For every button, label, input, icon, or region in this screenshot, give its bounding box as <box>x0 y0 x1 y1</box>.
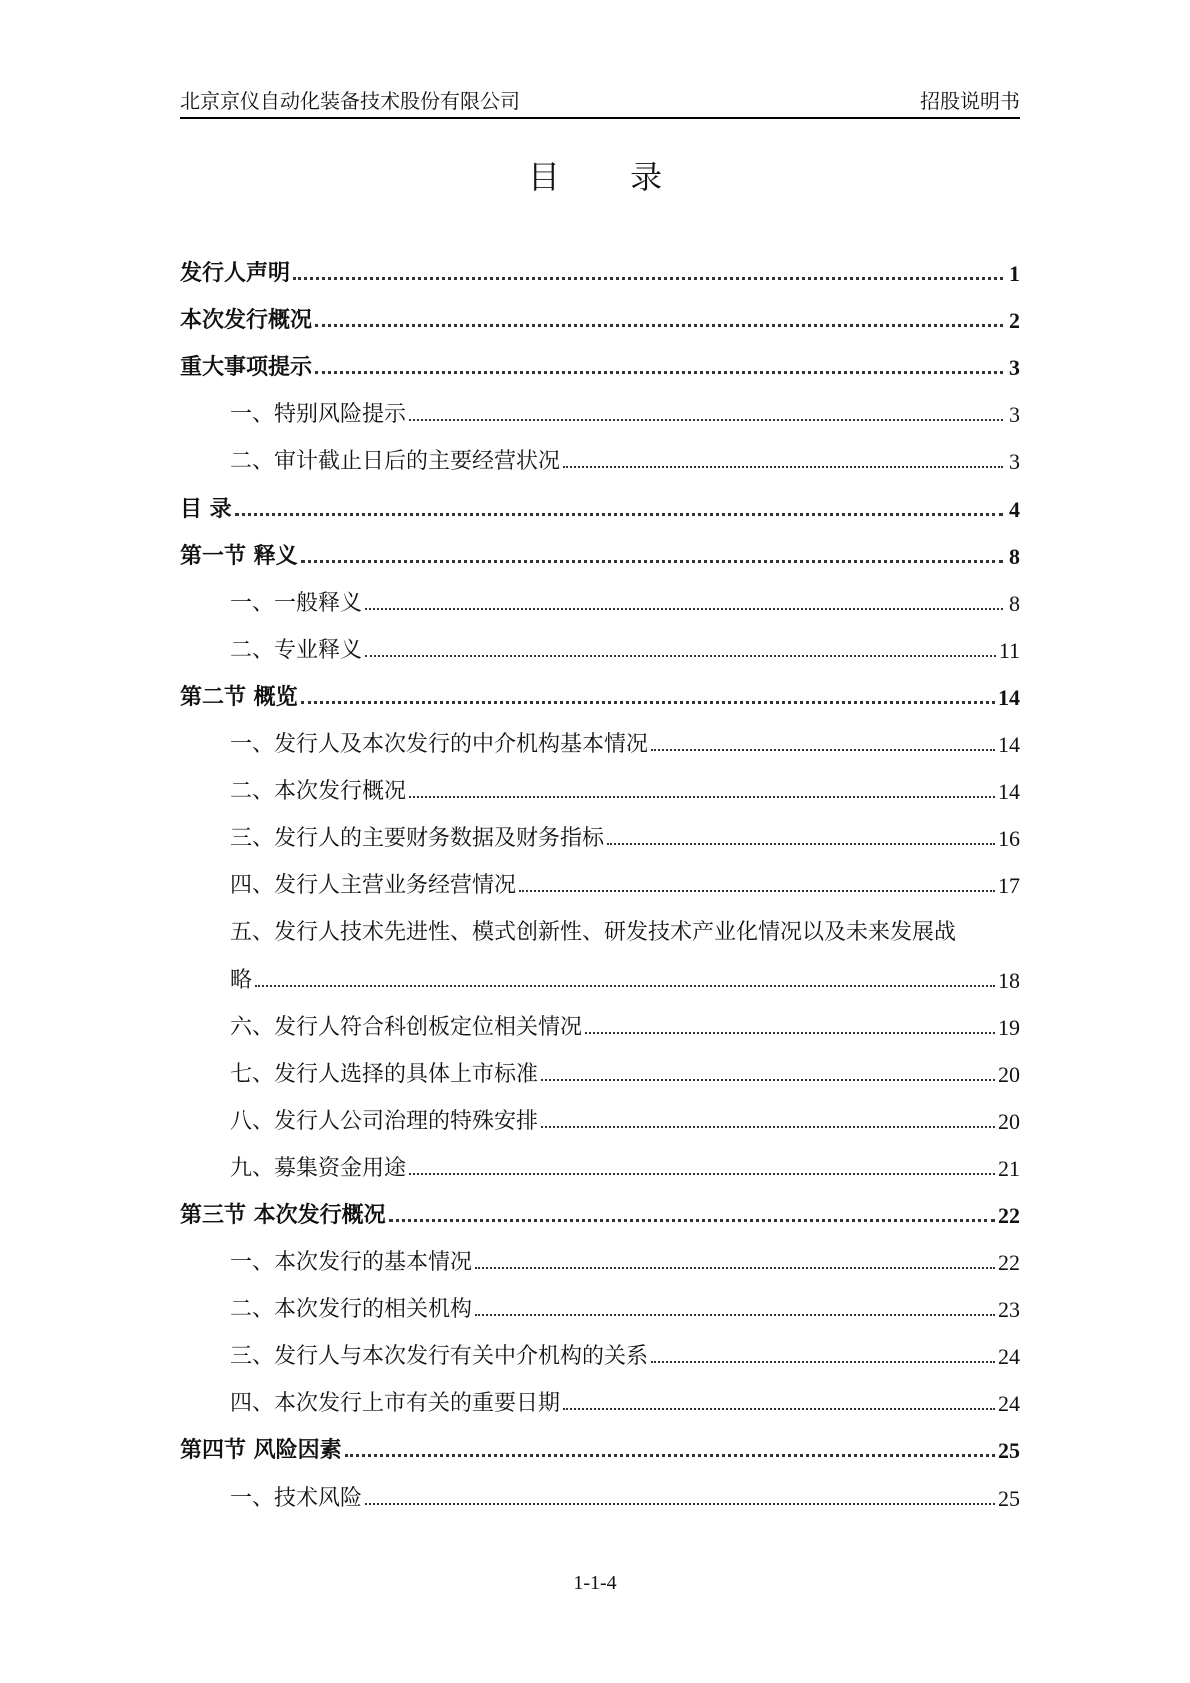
toc-entry-label: 一、特别风险提示 <box>230 402 407 428</box>
toc-entry-label: 三、发行人与本次发行有关中介机构的关系 <box>230 1344 649 1370</box>
toc-dot-leader <box>541 1125 995 1128</box>
toc-entry[interactable] <box>180 899 1020 946</box>
toc-entry-label: 六、发行人符合科创板定位相关情况 <box>230 1014 583 1040</box>
toc-dot-leader <box>301 700 995 704</box>
toc-entry[interactable] <box>180 711 1020 758</box>
toc-entry[interactable] <box>180 664 1020 711</box>
toc-page-number: 25 <box>998 1438 1020 1464</box>
toc-entry-label: 一、技术风险 <box>230 1485 363 1511</box>
toc-entry[interactable] <box>180 1229 1020 1276</box>
toc-entry[interactable] <box>180 287 1020 334</box>
toc-dot-leader <box>475 1313 995 1316</box>
toc-entry-label: 九、募集资金用途 <box>230 1155 407 1181</box>
toc-entry-label: 第一节 释义 <box>180 542 298 569</box>
toc-entry[interactable] <box>180 1417 1020 1464</box>
toc-entry[interactable] <box>180 617 1020 664</box>
table-of-contents <box>180 240 1020 1512</box>
toc-dot-leader <box>651 748 995 751</box>
toc-dot-leader <box>365 1502 995 1505</box>
toc-dot-leader <box>365 607 1003 610</box>
toc-entry[interactable] <box>180 1323 1020 1370</box>
toc-page-number: 23 <box>998 1297 1020 1323</box>
toc-page-number: 1 <box>1009 261 1020 287</box>
toc-dot-leader <box>563 1407 995 1410</box>
toc-dot-leader <box>563 465 1003 468</box>
toc-entry-continuation[interactable] <box>180 946 1020 993</box>
toc-entry[interactable] <box>180 1464 1020 1511</box>
toc-entry[interactable] <box>180 428 1020 475</box>
toc-dot-leader <box>365 654 996 657</box>
toc-dot-leader <box>345 1453 995 1457</box>
toc-entry[interactable] <box>180 523 1020 570</box>
toc-dot-leader <box>409 795 995 798</box>
toc-entry[interactable] <box>180 1276 1020 1323</box>
toc-dot-leader <box>607 842 995 845</box>
toc-page-number: 25 <box>998 1485 1020 1511</box>
toc-entry-label: 第四节 风险因素 <box>180 1437 342 1464</box>
toc-page-number: 4 <box>1009 496 1020 522</box>
toc-entry[interactable] <box>180 1135 1020 1182</box>
toc-page-number: 19 <box>998 1014 1020 1040</box>
toc-dot-leader <box>409 418 1003 421</box>
toc-page-number: 24 <box>998 1391 1020 1417</box>
toc-page-number: 8 <box>1009 590 1020 616</box>
toc-dot-leader <box>301 559 1003 563</box>
toc-page-number: 2 <box>1009 308 1020 334</box>
toc-entry[interactable] <box>180 852 1020 899</box>
toc-dot-leader <box>541 1078 995 1081</box>
header-doc-type: 招股说明书 <box>920 89 1020 113</box>
toc-entry-label: 一、本次发行的基本情况 <box>230 1250 473 1276</box>
toc-page-number: 22 <box>998 1202 1020 1228</box>
toc-entry-label: 二、本次发行概况 <box>230 779 407 805</box>
toc-page-number: 3 <box>1009 402 1020 428</box>
toc-entry[interactable] <box>180 570 1020 617</box>
toc-page-number: 16 <box>998 826 1020 852</box>
toc-page-number: 3 <box>1009 449 1020 475</box>
toc-page-number: 20 <box>998 1061 1020 1087</box>
toc-entry-label: 一、发行人及本次发行的中介机构基本情况 <box>230 732 649 758</box>
toc-entry-label: 第三节 本次发行概况 <box>180 1201 386 1228</box>
toc-dot-leader <box>315 323 1003 327</box>
toc-page-number: 14 <box>998 779 1020 805</box>
toc-dot-leader <box>585 1031 995 1034</box>
toc-dot-leader <box>475 1266 995 1269</box>
toc-entry[interactable] <box>180 334 1020 381</box>
toc-entry-label: 第二节 概览 <box>180 683 298 710</box>
toc-entry-label: 本次发行概况 <box>180 307 313 334</box>
toc-page-number: 8 <box>1009 543 1020 569</box>
toc-dot-leader <box>389 1218 995 1222</box>
toc-page-number: 20 <box>998 1108 1020 1134</box>
toc-entry[interactable] <box>180 805 1020 852</box>
toc-entry-label: 五、发行人技术先进性、模式创新性、研发技术产业化情况以及未来发展战 <box>230 920 957 946</box>
header-company: 北京京仪自动化装备技术股份有限公司 <box>180 89 520 113</box>
toc-entry-label: 二、审计截止日后的主要经营状况 <box>230 449 561 475</box>
toc-entry[interactable] <box>180 1370 1020 1417</box>
toc-entry[interactable] <box>180 1088 1020 1135</box>
toc-entry-label: 目 录 <box>180 495 232 522</box>
toc-entry[interactable] <box>180 475 1020 522</box>
toc-entry-label: 四、发行人主营业务经营情况 <box>230 873 517 899</box>
toc-page-number: 24 <box>998 1344 1020 1370</box>
toc-entry-label: 重大事项提示 <box>180 354 313 381</box>
toc-page-number: 14 <box>998 684 1020 710</box>
toc-page-number: 11 <box>998 637 1020 663</box>
toc-entry-label-continued: 略 <box>230 967 253 993</box>
toc-entry-label: 二、本次发行的相关机构 <box>230 1297 473 1323</box>
toc-entry[interactable] <box>180 758 1020 805</box>
toc-entry-label: 三、发行人的主要财务数据及财务指标 <box>230 826 605 852</box>
toc-entry-label: 七、发行人选择的具体上市标准 <box>230 1061 539 1087</box>
toc-page-number: 18 <box>998 967 1020 993</box>
toc-entry[interactable] <box>180 1041 1020 1088</box>
page-header <box>180 84 1020 119</box>
toc-entry[interactable] <box>180 240 1020 287</box>
toc-dot-leader <box>409 1172 995 1175</box>
toc-page-number: 14 <box>998 732 1020 758</box>
toc-entry[interactable] <box>180 381 1020 428</box>
toc-page-number: 17 <box>998 873 1020 899</box>
toc-dot-leader <box>519 889 995 892</box>
toc-page-number: 22 <box>998 1250 1020 1276</box>
toc-entry-label: 二、专业释义 <box>230 637 363 663</box>
toc-dot-leader <box>255 984 995 987</box>
toc-dot-leader <box>293 276 1003 280</box>
toc-dot-leader <box>315 370 1003 374</box>
toc-entry-label: 八、发行人公司治理的特殊安排 <box>230 1108 539 1134</box>
toc-entry[interactable] <box>180 994 1020 1041</box>
toc-dot-leader <box>235 512 1003 516</box>
toc-page-number: 21 <box>998 1155 1020 1181</box>
toc-entry-label: 发行人声明 <box>180 260 291 287</box>
page-title: 目 录 <box>527 158 693 196</box>
toc-entry[interactable] <box>180 1182 1020 1229</box>
toc-entry-label: 一、一般释义 <box>230 590 363 616</box>
toc-page-number: 3 <box>1009 355 1020 381</box>
toc-entry-label: 四、本次发行上市有关的重要日期 <box>230 1391 561 1417</box>
toc-dot-leader <box>651 1360 995 1363</box>
page-footer-number: 1-1-4 <box>573 1572 617 1594</box>
